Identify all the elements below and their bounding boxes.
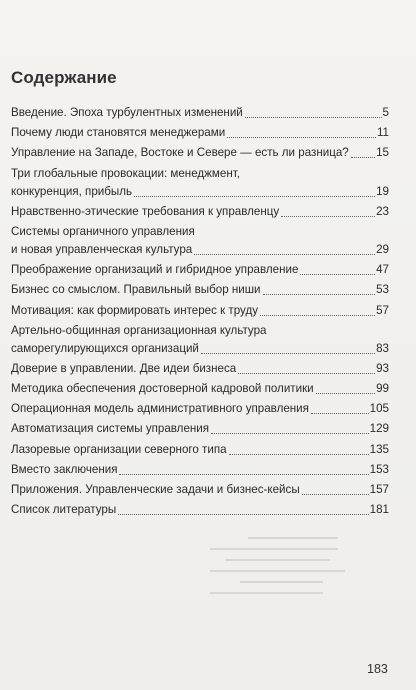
toc-entry-row: [11, 183, 389, 201]
toc-entry-title: конкуренция, прибыль: [11, 184, 133, 198]
toc-entry-row: [11, 441, 389, 459]
dot-leader: [118, 505, 368, 515]
toc-entry: [11, 360, 389, 378]
toc-entry-row: [11, 420, 389, 438]
toc-entry: [11, 420, 389, 438]
toc-entry-title: Доверие в управлении. Две идеи бизнеса: [11, 361, 237, 375]
dot-leader: [311, 404, 369, 414]
dot-leader: [229, 445, 369, 455]
toc-entry-page: 11: [376, 126, 389, 140]
toc-entry-title: саморегулирующихся организаций: [11, 341, 199, 355]
page-number: 183: [367, 662, 388, 676]
toc-entry: [11, 124, 389, 142]
toc-entry: [11, 144, 389, 162]
toc-entry-title: Преображение организаций и гибридное управление: [11, 263, 299, 277]
toc-entry-row: [11, 203, 389, 221]
toc-entry-page: 157: [369, 483, 389, 496]
dot-leader: [201, 344, 375, 354]
toc-entry: [11, 281, 389, 299]
toc-entry-page: 5: [382, 106, 389, 119]
toc-entry: [11, 501, 389, 519]
dot-leader: [119, 465, 368, 475]
toc-entry-row: [11, 144, 389, 162]
toc-entry-page: 47: [376, 263, 389, 277]
toc-entry: [11, 104, 389, 122]
dot-leader: [227, 128, 376, 138]
toc-entry-row: [11, 501, 389, 519]
toc-entry: [11, 203, 389, 221]
dot-leader: [281, 207, 375, 217]
toc-entry-row: [11, 461, 389, 479]
toc-entry-row: [11, 302, 389, 320]
dot-leader: [263, 285, 376, 295]
toc-entry-page: 181: [369, 503, 389, 517]
toc-entry-page: 135: [369, 442, 389, 456]
toc-entry-row: [11, 340, 389, 358]
toc-entry: [11, 380, 389, 398]
toc-entry-title: Операционная модель административного управления: [11, 402, 309, 416]
toc-entry-title: Список литературы: [11, 503, 117, 517]
dot-leader: [194, 245, 375, 255]
toc-entry-row: [11, 241, 389, 259]
toc-entry: [11, 481, 389, 499]
toc-entry-title: Нравственно-этические требования к управленцу: [11, 204, 280, 218]
toc-entry-page: 29: [376, 242, 389, 256]
toc-entry-page: 23: [376, 204, 389, 218]
toc-entry-title: Методика обеспечения достоверной кадровой политики: [11, 382, 314, 396]
table-of-contents: [11, 104, 389, 521]
toc-entry-title: и новая управленческая культура: [11, 242, 193, 256]
contents-heading: Содержание: [11, 68, 117, 87]
toc-entry-title: Автоматизация системы управления: [11, 422, 210, 436]
toc-entry: [11, 223, 389, 259]
toc-entry-page: 19: [376, 184, 389, 198]
toc-entry-title: Почему люди становятся менеджерами: [11, 126, 226, 140]
toc-entry: [11, 302, 389, 320]
toc-entry-row: [11, 261, 389, 279]
toc-entry-page: 15: [376, 146, 389, 160]
toc-entry-row: [11, 281, 389, 299]
toc-entry: [11, 261, 389, 279]
toc-entry-row: [11, 380, 389, 398]
toc-entry-page: 83: [376, 341, 389, 355]
toc-entry-title-line: Системы органичного управления: [11, 224, 195, 238]
dot-leader: [245, 108, 382, 118]
toc-entry-row: [11, 400, 389, 418]
toc-entry: [11, 400, 389, 418]
toc-entry-title: Приложения. Управленческие задачи и бизнес-кейсы: [11, 483, 300, 496]
toc-entry-row: [11, 104, 389, 122]
toc-entry-title: Управление на Западе, Востоке и Севере — есть ли разница?: [11, 146, 349, 160]
toc-entry-page: 53: [376, 283, 389, 297]
toc-entry-title-line: Артельно-общинная организационная культура: [11, 323, 267, 337]
toc-entry: [11, 441, 389, 459]
toc-entry-title: Бизнес со смыслом. Правильный выбор ниши: [11, 283, 261, 297]
dot-leader: [316, 384, 375, 394]
toc-entry-page: 99: [376, 382, 389, 396]
dot-leader: [302, 485, 369, 495]
toc-entry: [11, 322, 389, 358]
toc-entry-title: Введение. Эпоха турбулентных изменений: [11, 106, 243, 119]
toc-entry: [11, 461, 389, 479]
toc-entry-row: [11, 360, 389, 378]
toc-entry-title-line: Три глобальные провокации: менеджмент,: [11, 166, 240, 180]
toc-entry-page: 57: [376, 303, 389, 317]
toc-entry-title: Мотивация: как формировать интерес к труду: [11, 303, 259, 317]
toc-entry-page: 105: [369, 402, 389, 416]
dot-leader: [351, 148, 375, 158]
show-through-text: [210, 528, 360, 648]
toc-entry-row: [11, 481, 389, 499]
dot-leader: [300, 265, 375, 275]
toc-entry-page: 153: [369, 462, 389, 476]
dot-leader: [134, 187, 375, 197]
toc-entry-page: 129: [369, 422, 389, 436]
toc-entry-row: [11, 124, 389, 142]
dot-leader: [238, 364, 375, 374]
toc-entry: [11, 165, 389, 201]
dot-leader: [211, 424, 369, 434]
toc-entry-title: Лазоревые организации северного типа: [11, 442, 227, 456]
toc-entry-title: Вместо заключения: [11, 462, 118, 476]
dot-leader: [260, 306, 375, 316]
toc-entry-page: 93: [376, 361, 389, 375]
